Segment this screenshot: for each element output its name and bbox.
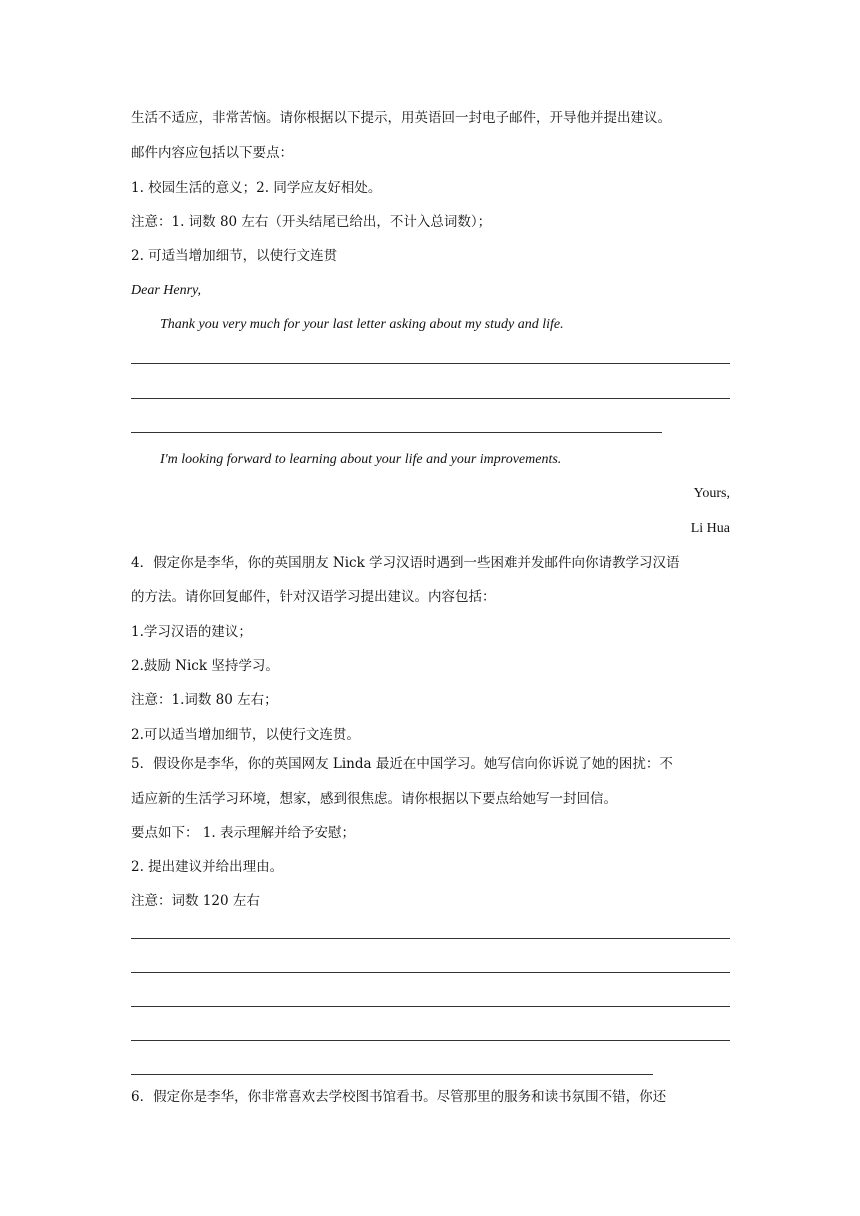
writing-line (131, 398, 730, 399)
question-4-line-2: 的方法。请你回复邮件，针对汉语学习提出建议。内容包括： (131, 589, 496, 605)
question-4-line-1: 4．假定你是李华，你的英国朋友 Nick 学习汉语时遇到一些困难并发邮件向你请教学习汉语 (131, 555, 680, 571)
question-5-points: 要点如下： 1. 表示理解并给予安慰； (131, 825, 355, 841)
question-4-note-2: 2.可以适当增加细节，以使行文连贯。 (131, 727, 360, 743)
question-5-point-2: 2. 提出建议并给出理由。 (131, 859, 284, 875)
sign-off: Yours, (693, 486, 730, 501)
text-line-4: 注意：1. 词数 80 左右（开头结尾已给出，不计入总词数）； (131, 214, 492, 230)
text-line-3: 1. 校园生活的意义；2. 同学应友好相处。 (131, 180, 382, 196)
question-6-line-1: 6．假定你是李华，你非常喜欢去学校图书馆看书。尽管那里的服务和读书氛围不错，你还 (131, 1089, 667, 1105)
writing-line (131, 432, 662, 433)
writing-line (131, 1074, 653, 1075)
question-4-note-1: 注意：1.词数 80 左右； (131, 692, 278, 708)
question-4-point-1: 1.学习汉语的建议； (131, 624, 252, 640)
letter-closing: I'm looking forward to learning about your life and your improvements. (160, 452, 562, 467)
question-5-note: 注意：词数 120 左右 (131, 893, 260, 909)
signature-name: Li Hua (690, 521, 730, 536)
writing-line (131, 972, 730, 973)
question-5-line-2: 适应新的生活学习环境，想家，感到很焦虑。请你根据以下要点给她写一封回信。 (131, 791, 617, 807)
writing-line (131, 1040, 730, 1041)
question-4-point-2: 2.鼓励 Nick 坚持学习。 (131, 658, 279, 674)
text-line-5: 2. 可适当增加细节，以使行文连贯 (131, 248, 338, 264)
writing-line (131, 938, 730, 939)
question-5-line-1: 5．假设你是李华，你的英国网友 Linda 最近在中国学习。她写信向你诉说了她的困扰：不 (131, 756, 673, 772)
writing-line (131, 363, 730, 364)
text-line-1: 生活不适应，非常苦恼。请你根据以下提示，用英语回一封电子邮件，开导他并提出建议。 (131, 110, 671, 126)
salutation: Dear Henry, (131, 283, 201, 298)
writing-line (131, 1006, 730, 1007)
text-line-2: 邮件内容应包括以下要点： (131, 145, 293, 161)
letter-opening: Thank you very much for your last letter asking about my study and life. (160, 317, 564, 332)
